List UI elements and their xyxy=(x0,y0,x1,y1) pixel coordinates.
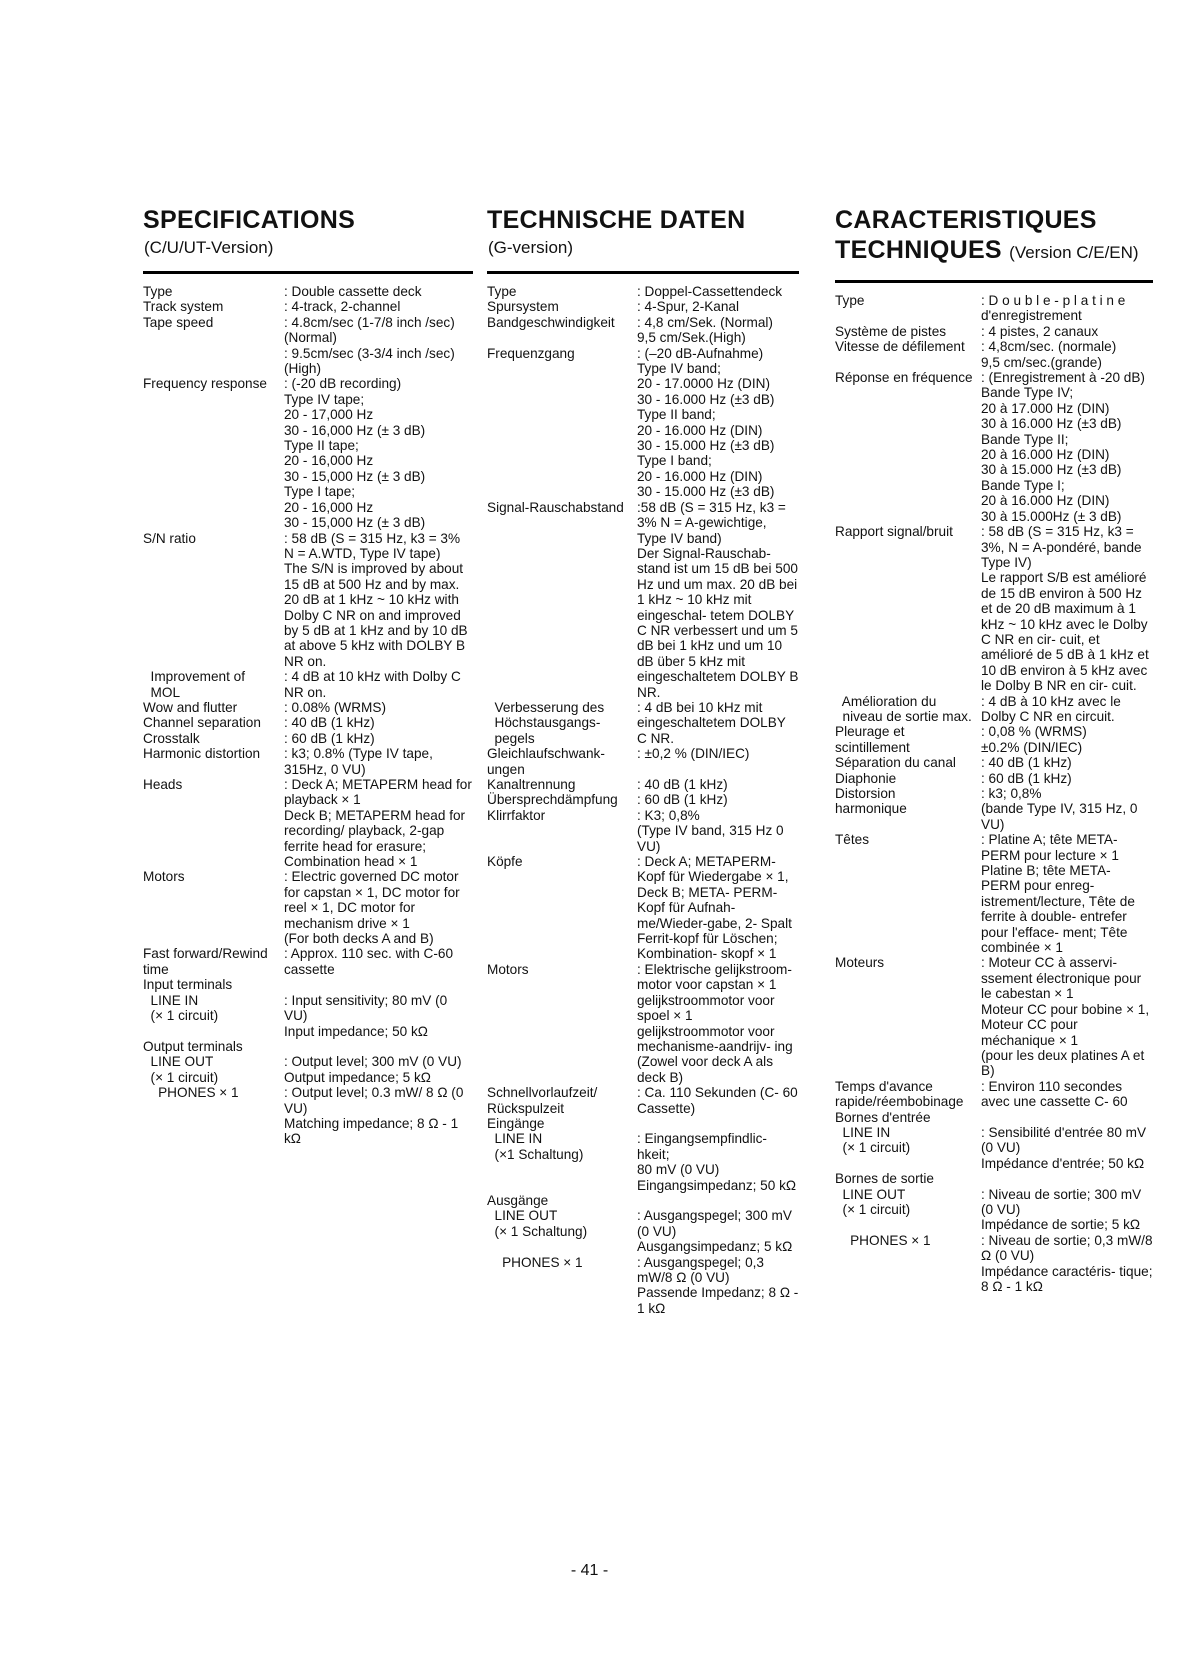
spec-row xyxy=(143,315,473,377)
spec-value: : k3; 0.8% (Type IV tape, 315Hz, 0 VU) xyxy=(284,746,433,777)
spec-value: : Environ 110 secondes avec une cassette C- 60 xyxy=(981,1078,1128,1110)
spec-value: : 40 dB (1 kHz) xyxy=(637,777,728,792)
spec-label: Séparation du canal xyxy=(835,755,956,771)
spec-value: : (Enregistrement à -20 dB) Bande Type IV; 20 à 17.000 Hz (DIN) 30 à 16.000 Hz (±3 dB) Bande Type II; 20 à 16.000 Hz (DIN) 30 à 15.000 Hz (±3 dB) Bande Type I; 20 à 16.000 Hz (DIN) 30 à 15.000Hz (± 3 dB) xyxy=(981,370,1145,524)
spec-label: Kanaltrennung xyxy=(487,777,576,792)
spec-label: Köpfe xyxy=(487,854,523,870)
spec-list xyxy=(487,284,799,1316)
spec-value: : 0,08 % (WRMS) ±0.2% (DIN/IEC) xyxy=(981,724,1087,755)
spec-row xyxy=(143,977,473,1039)
spec-label: Moteurs xyxy=(835,955,885,971)
spec-row xyxy=(835,339,1153,370)
spec-row xyxy=(487,962,799,1085)
spec-row xyxy=(143,376,473,530)
spec-row xyxy=(835,524,1153,693)
spec-label: Input terminals LINE IN (× 1 circuit) xyxy=(143,977,233,1024)
spec-label: Réponse en fréquence xyxy=(835,370,973,386)
spec-label: Frequenzgang xyxy=(487,345,575,361)
spec-row xyxy=(143,746,473,777)
spec-label: Type xyxy=(143,284,173,299)
spec-row xyxy=(487,315,799,346)
spec-value: : Approx. 110 sec. with C-60 cassette xyxy=(284,946,453,977)
spec-value: : Eingangsempfindlic- hkeit; 80 mV (0 VU) Eingangsimpedanz; 50 kΩ xyxy=(637,1131,797,1193)
spec-value: : 0.08% (WRMS) xyxy=(284,699,386,715)
spec-label: Heads xyxy=(143,777,183,792)
spec-label: Spursystem xyxy=(487,299,559,315)
column-subtitle: (Version C/E/EN) xyxy=(1009,243,1139,262)
spec-row xyxy=(835,724,1153,755)
spec-value: : Output level; 300 mV (0 VU) Output impedance; 5 kΩ xyxy=(284,1054,462,1085)
spec-row xyxy=(835,832,1153,955)
column-title-line2 xyxy=(835,235,1153,268)
column-subtitle: (C/U/UT-Version) xyxy=(144,238,274,257)
spec-value: : Moteur CC à asservi- ssement électronique pour le cabestan × 1 Moteur CC pour bobine × 1, Moteur CC pour méchanique × 1 (pour les deux platines A et B) xyxy=(981,955,1150,1079)
spec-row xyxy=(143,700,473,715)
spec-value: : 58 dB (S = 315 Hz, k3 = 3%, N = A-pondéré, bande Type IV) Le rapport S/B est amélioré de 15 dB environ à 500 Hz et de 20 dB maximum à 1 kHz ~ 10 kHz avec le Dolby C NR en cir- cuit, et amélioré de 5 dB à 1 kHz et 10 dB environ à 5 kHz avec le Dolby B NR en cir- cuit. xyxy=(981,524,1149,694)
spec-label: Frequency response xyxy=(143,376,267,392)
spec-value: : Ca. 110 Sekunden (C- 60 Cassette) xyxy=(637,1085,798,1116)
spec-row xyxy=(835,324,1153,339)
spec-value: : 4 pistes, 2 canaux xyxy=(981,323,1099,339)
spec-label: S/N ratio xyxy=(143,530,196,546)
spec-label: Klirrfaktor xyxy=(487,807,546,823)
spec-value: : (–20 dB-Aufnahme) Type IV band; 20 - 17.0000 Hz (DIN) 30 - 16.000 Hz (±3 dB) Type II band; 20 - 16.000 Hz (DIN) 30 - 15.000 Hz (±3 dB) Type I band; 20 - 16.000 Hz (DIN) 30 - 15.000 Hz (±3 dB) xyxy=(637,345,775,500)
column-title: SPECIFICATIONS xyxy=(143,206,356,234)
spec-row xyxy=(835,370,1153,524)
spec-value: : 40 dB (1 kHz) xyxy=(981,755,1072,771)
spec-value: : 4 dB bei 10 kHz mit eingeschaltetem DOLBY C NR. xyxy=(637,699,786,746)
spec-label: Système de pistes xyxy=(835,323,947,339)
spec-label: Track system xyxy=(143,299,224,315)
spec-row xyxy=(487,284,799,299)
spec-row xyxy=(835,293,1153,324)
spec-row xyxy=(487,1193,799,1255)
divider xyxy=(143,271,473,274)
spec-row xyxy=(487,808,799,854)
spec-value: : k3; 0,8% (bande Type IV, 315 Hz, 0 VU) xyxy=(981,786,1138,832)
spec-row xyxy=(143,715,473,730)
spec-row xyxy=(835,771,1153,786)
spec-label: Type xyxy=(487,284,517,299)
spec-row xyxy=(487,854,799,962)
spec-row xyxy=(143,669,473,700)
spec-label: Bornes de sortie LINE OUT (× 1 circuit) xyxy=(835,1171,934,1217)
spec-row xyxy=(487,1255,799,1317)
spec-label: Bornes d'entrée LINE IN (× 1 circuit) xyxy=(835,1109,931,1156)
spec-row xyxy=(143,777,473,869)
spec-value: : 60 dB (1 kHz) xyxy=(981,770,1072,786)
spec-label: PHONES × 1 xyxy=(143,1085,239,1101)
spec-value: : Ausgangspegel; 300 mV (0 VU) Ausgangsimpedanz; 5 kΩ xyxy=(637,1208,793,1255)
spec-value: : 4 dB at 10 kHz with Dolby C NR on. xyxy=(284,669,461,700)
spec-value: : Doppel-Cassettendeck xyxy=(637,284,783,299)
spec-value: : 60 dB (1 kHz) xyxy=(637,792,728,808)
spec-value: : 60 dB (1 kHz) xyxy=(284,730,375,746)
spec-value: : Output level; 0.3 mW/ 8 Ω (0 VU) Matching impedance; 8 Ω - 1 kΩ xyxy=(284,1085,464,1147)
spec-value: : K3; 0,8% (Type IV band, 315 Hz 0 VU) xyxy=(637,807,784,854)
spec-value: : 4 dB à 10 kHz avec le Dolby C NR en circuit. xyxy=(981,693,1121,724)
column-title: TECHNISCHE DATEN xyxy=(487,206,746,234)
spec-label: Motors xyxy=(143,869,185,885)
spec-row xyxy=(835,1079,1153,1110)
spec-row xyxy=(835,786,1153,832)
spec-label: Vitesse de défilement xyxy=(835,339,965,355)
spec-label: Diaphonie xyxy=(835,770,897,786)
spec-row xyxy=(835,755,1153,770)
spec-label: Temps d'avance rapide/réembobinage xyxy=(835,1078,964,1110)
spec-value: : Electric governed DC motor for capstan × 1, DC motor for reel × 1, DC motor for mechanism drive × 1 (For both decks A and B) xyxy=(284,869,460,947)
spec-row xyxy=(487,792,799,807)
spec-value: : 4,8cm/sec. (normale) 9,5 cm/sec.(grande) xyxy=(981,339,1117,370)
spec-label: Bandgeschwindigkeit xyxy=(487,314,615,330)
spec-label: Crosstalk xyxy=(143,730,200,746)
spec-row xyxy=(487,746,799,777)
spec-label: Pleurage et scintillement xyxy=(835,724,910,755)
spec-label: Output terminals LINE OUT (× 1 circuit) xyxy=(143,1038,243,1085)
spec-row xyxy=(143,531,473,670)
spec-label: Schnellvorlaufzeit/ Rückspulzeit xyxy=(487,1085,598,1116)
spec-label: Harmonic distortion xyxy=(143,746,261,762)
spec-value: : Input sensitivity; 80 mV (0 VU) Input impedance; 50 kΩ xyxy=(284,992,448,1039)
spec-label: Rapport signal/bruit xyxy=(835,524,953,540)
spec-list xyxy=(143,284,473,1147)
spec-row xyxy=(143,731,473,746)
spec-value: : 58 dB (S = 315 Hz, k3 = 3% N = A.WTD, Type IV tape) The S/N is improved by about 15 dB at 500 Hz and by max. 20 dB at 1 kHz ~ 10 kHz with Dolby C NR on and improved by 5 dB at 1 kHz and by 10 dB at above 5 kHz with DOLBY B NR on. xyxy=(284,530,468,669)
spec-value: : (-20 dB recording) Type IV tape; 20 - 17,000 Hz 30 - 16,000 Hz (± 3 dB) Type II tape; 20 - 16,000 Hz 30 - 15,000 Hz (± 3 dB) Type I tape; 20 - 16,000 Hz 30 - 15,000 Hz (± 3 dB) xyxy=(284,376,426,531)
spec-row xyxy=(487,299,799,314)
spec-row xyxy=(487,1116,799,1193)
spec-list xyxy=(835,293,1153,1294)
spec-label: Übersprechdämpfung xyxy=(487,792,618,808)
spec-row xyxy=(143,299,473,314)
spec-label: Signal-Rauschabstand xyxy=(487,499,624,515)
spec-label: Tape speed xyxy=(143,314,214,330)
spec-label: Motors xyxy=(487,961,529,977)
spec-row xyxy=(487,700,799,746)
spec-row xyxy=(487,500,799,700)
spec-label: Improvement of MOL xyxy=(150,669,245,700)
spec-label: Eingänge LINE IN (×1 Schaltung) xyxy=(487,1115,584,1162)
spec-value: : 4,8 cm/Sek. (Normal) 9,5 cm/Sek.(High) xyxy=(637,314,773,346)
spec-value: : Double cassette deck xyxy=(284,284,422,299)
spec-row xyxy=(143,1039,473,1085)
specs-column-fr xyxy=(835,205,1153,1294)
spec-value: : Sensibilité d'entrée 80 mV (0 VU) Impédance d'entrée; 50 kΩ xyxy=(981,1124,1147,1171)
column-title-2: TECHNIQUES xyxy=(835,236,1002,264)
spec-row xyxy=(835,1171,1153,1233)
spec-row xyxy=(835,955,1153,1078)
spec-row xyxy=(143,284,473,299)
spec-label: Fast forward/Rewind time xyxy=(143,946,268,977)
spec-value: : Deck A; METAPERM- Kopf für Wiedergabe × 1, Deck B; META- PERM-Kopf für Aufnah- me/Wieder-gabe, 2- Spalt Ferrit-kopf für Löschen; Kombination- skopf × 1 xyxy=(637,854,792,962)
spec-value: : Platine A; tête META- PERM pour lecture × 1 Platine B; tête META- PERM pour enreg- istrement/lecture, Tête de ferrite à double- entrefer pour l'efface- ment; Tête combinée × 1 xyxy=(981,832,1135,956)
spec-label: Distorsion harmonique xyxy=(835,786,907,817)
spec-row xyxy=(143,1085,473,1147)
spec-label: Têtes xyxy=(835,832,869,848)
spec-label: PHONES × 1 xyxy=(487,1254,583,1270)
spec-value: : Elektrische gelijkstroom- motor voor capstan × 1 gelijkstroommotor voor spoel × 1 gelijkstroommotor voor mechanisme-aandrijv- ing (Zowel voor deck A als deck B) xyxy=(637,961,793,1085)
spec-label: Amélioration du niveau de sortie max. xyxy=(841,693,972,724)
spec-value: : 4-track, 2-channel xyxy=(284,299,401,315)
spec-value: : D o u b l e - p l a t i n e d'enregistrement xyxy=(981,293,1126,324)
spec-value: : 4-Spur, 2-Kanal xyxy=(637,299,740,315)
spec-row xyxy=(487,346,799,500)
spec-value: : Niveau de sortie; 0,3 mW/8 Ω (0 VU) Impédance caractéris- tique; 8 Ω - 1 kΩ xyxy=(981,1232,1153,1294)
spec-row xyxy=(835,1110,1153,1172)
spec-value: : Niveau de sortie; 300 mV (0 VU) Impédance de sortie; 5 kΩ xyxy=(981,1186,1142,1233)
spec-value: : Ausgangspegel; 0,3 mW/8 Ω (0 VU) Passende Impedanz; 8 Ω - 1 kΩ xyxy=(637,1254,799,1316)
spec-label: Verbesserung des Höchstausgangs- pegels xyxy=(494,699,605,746)
spec-value: : ±0,2 % (DIN/IEC) xyxy=(637,746,750,762)
spec-label: Wow and flutter xyxy=(143,699,238,715)
spec-label: Gleichlaufschwank- ungen xyxy=(487,746,605,777)
spec-label: Type xyxy=(835,293,865,308)
spec-label: Ausgänge LINE OUT (× 1 Schaltung) xyxy=(487,1192,588,1239)
specs-column-en xyxy=(143,205,473,1147)
spec-value: :58 dB (S = 315 Hz, k3 = 3% N = A-gewichtige, Type IV band) Der Signal-Rauschab- stand ist um 15 dB bei 500 Hz und um max. 20 dB bei 1 kHz ~ 10 kHz mit eingeschal- tetem DOLBY C NR verbessert und um 5 dB bei 1 kHz und um 10 dB über 5 kHz mit eingeschaltetem DOLBY B NR. xyxy=(637,499,799,700)
spec-row xyxy=(487,777,799,792)
page-number: - 41 - xyxy=(570,1562,609,1579)
spec-value: : 4.8cm/sec (1-7/8 inch /sec) (Normal) : 9.5cm/sec (3-3/4 inch /sec) (High) xyxy=(284,314,455,377)
spec-row xyxy=(835,1233,1153,1295)
spec-value: : Deck A; METAPERM head for playback × 1 Deck B; METAPERM head for recording/ playback, 2-gap ferrite head for erasure; Combination head × 1 xyxy=(284,777,472,870)
divider xyxy=(487,271,799,274)
spec-label: PHONES × 1 xyxy=(835,1232,931,1248)
spec-row xyxy=(835,694,1153,725)
spec-value: : 40 dB (1 kHz) xyxy=(284,715,375,731)
column-subtitle: (G-version) xyxy=(488,238,574,257)
spec-row xyxy=(487,1085,799,1116)
divider xyxy=(835,280,1153,283)
spec-row xyxy=(143,946,473,977)
spec-label: Channel separation xyxy=(143,715,261,731)
spec-row xyxy=(143,869,473,946)
specs-column-de xyxy=(487,205,799,1316)
column-title: CARACTERISTIQUES xyxy=(835,206,1097,234)
